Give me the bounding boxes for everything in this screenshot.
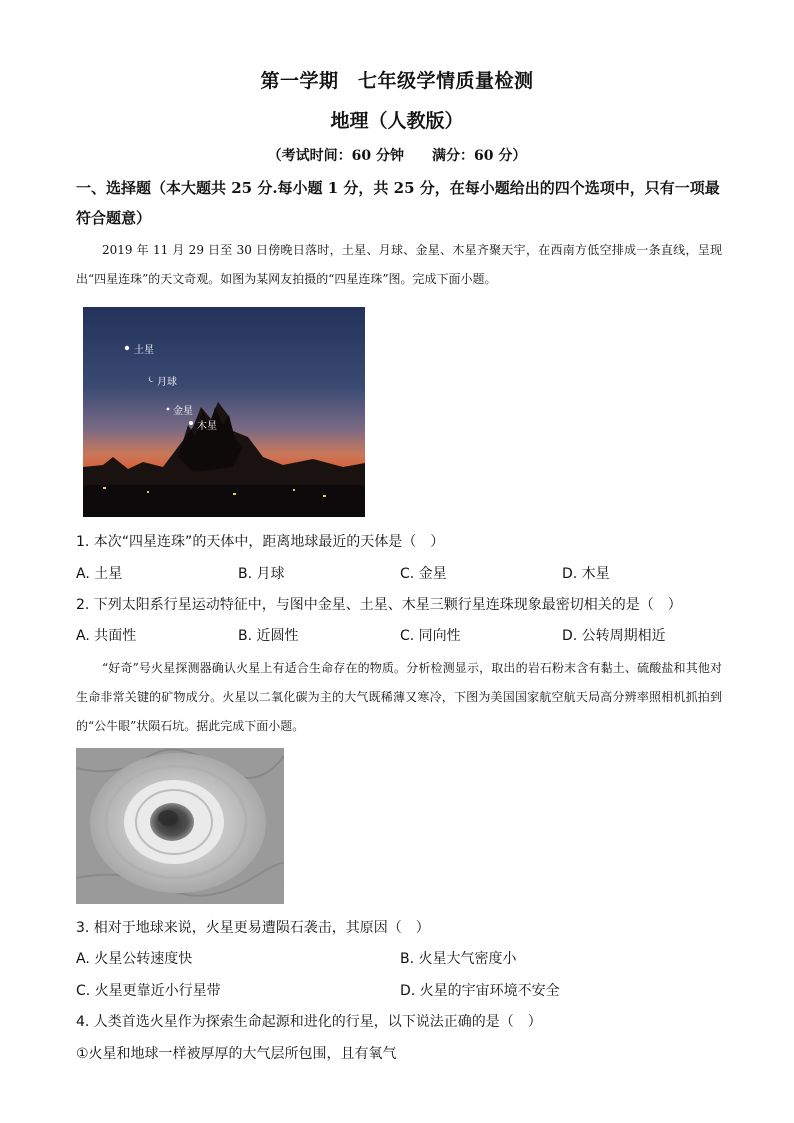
four-planets-photo: [83, 307, 365, 517]
four-planets-photo-image: [83, 307, 365, 517]
jupiter-dot: [189, 421, 193, 425]
q3-option-b[interactable]: B. 火星大气密度小: [400, 951, 517, 967]
q2-option-c[interactable]: C. 同向性: [400, 628, 461, 644]
question-3-stem: 3. 相对于地球来说，火星更易遭陨石袭击，其原因（ ）: [76, 920, 430, 936]
label-venus: 金星: [173, 406, 193, 417]
saturn-dot: [125, 346, 129, 350]
passage-four-planets: 2019 年 11 月 29 日至 30 日傍晚日落时，土星、月球、金星、木星齐聚天宇，在西南方低空排成一条直线，呈现出“四星连珠”的天文奇观。如图为某网友拍摄的“四星连珠”图。完成下面小题。: [76, 243, 722, 286]
q4-statement-1: ①火星和地球一样被厚厚的大气层所包围，且有氧气: [76, 1046, 397, 1062]
exam-info: （考试时间：60 分钟 满分：60 分）: [267, 148, 527, 164]
q1-option-c[interactable]: C. 金星: [400, 566, 447, 582]
q1-option-b[interactable]: B. 月球: [238, 566, 285, 582]
q3-option-c[interactable]: C. 火星更靠近小行星带: [76, 983, 221, 999]
label-saturn: 土星: [134, 345, 154, 356]
bullseye-crater-photo: [76, 748, 284, 904]
venus-dot: [167, 408, 170, 411]
q2-option-a[interactable]: A. 共面性: [76, 628, 137, 644]
q3-option-d[interactable]: D. 火星的宇宙环境不安全: [400, 983, 560, 999]
label-moon: 月球: [157, 377, 177, 388]
page-subtitle: 地理（人教版）: [330, 110, 464, 132]
q2-option-d[interactable]: D. 公转周期相近: [562, 628, 666, 644]
question-2-stem: 2. 下列太阳系行星运动特征中，与图中金星、土星、木星三颗行星连珠现象最密切相关的是（ ）: [76, 597, 682, 613]
label-jupiter: 木星: [197, 421, 217, 432]
bullseye-crater-image: [76, 748, 284, 904]
q1-option-a[interactable]: A. 土星: [76, 566, 123, 582]
passage-mars: “好奇”号火星探测器确认火星上有适合生命存在的物质。分析检测显示，取出的岩石粉末含有黏土、硫酸盐和其他对生命非常关键的矿物成分。火星以二氧化碳为主的大气既稀薄又寒冷，下图为美国国家航空航天局高分辨率照相机抓拍到的“公牛眼”状陨石坑。据此完成下面小题。: [76, 661, 722, 733]
page-title: 第一学期 七年级学情质量检测: [260, 70, 534, 92]
section-heading: 一、选择题（本大题共 25 分.每小题 1 分，共 25 分，在每小题给出的四个选项中，只有一项最符合题意）: [76, 179, 720, 227]
question-1-stem: 1. 本次“四星连珠”的天体中，距离地球最近的天体是（ ）: [76, 534, 445, 550]
q2-option-b[interactable]: B. 近圆性: [238, 628, 299, 644]
q3-option-a[interactable]: A. 火星公转速度快: [76, 951, 193, 967]
question-4-stem: 4. 人类首选火星作为探索生命起源和进化的行星，以下说法正确的是（ ）: [76, 1014, 542, 1030]
q1-option-d[interactable]: D. 木星: [562, 566, 610, 582]
